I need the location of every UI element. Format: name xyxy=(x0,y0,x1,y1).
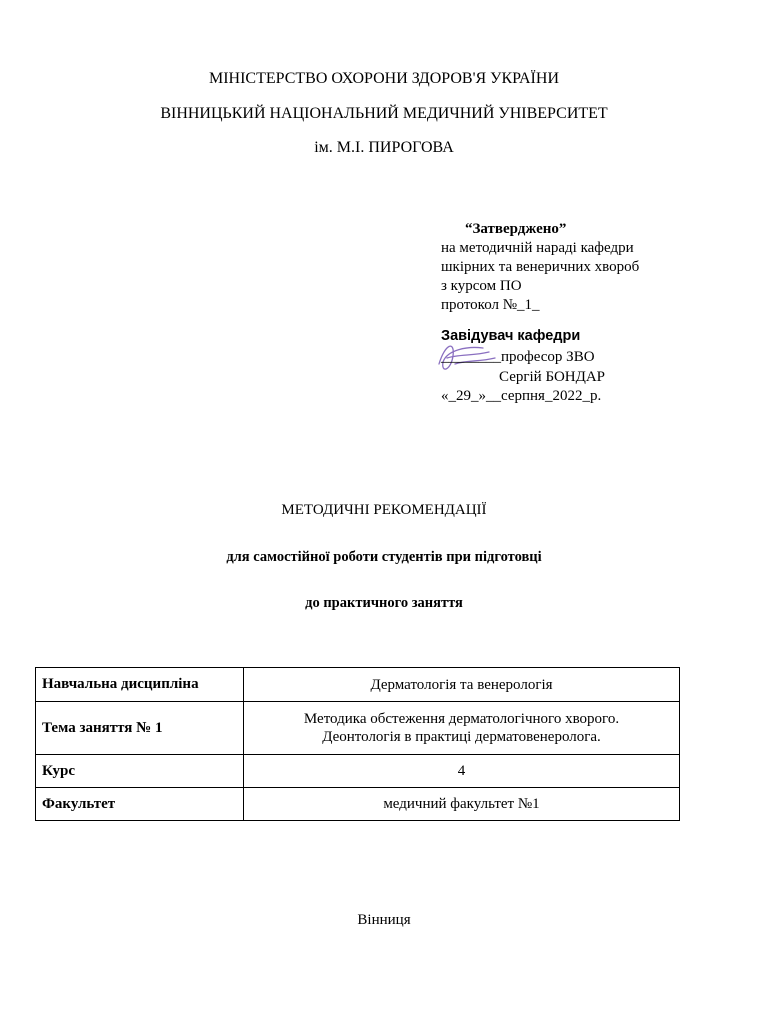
approval-line-3: з курсом ПО xyxy=(441,278,522,294)
table-key-faculty: Факультет xyxy=(36,788,244,821)
table-key-course: Курс xyxy=(36,755,244,788)
approval-block xyxy=(441,220,741,406)
head-name: Сергій БОНДАР xyxy=(499,369,606,385)
table-value-course xyxy=(244,755,680,788)
table-value-discipline xyxy=(244,668,680,702)
university-title: ВІННИЦЬКИЙ НАЦІОНАЛЬНИЙ МЕДИЧНИЙ УНІВЕРСИТЕТ xyxy=(160,105,608,122)
university-named-after: ім. М.І. ПИРОГОВА xyxy=(314,139,454,156)
document-title: МЕТОДИЧНІ РЕКОМЕНДАЦІЇ xyxy=(281,502,487,518)
table-key-topic: Тема заняття № 1 xyxy=(36,702,244,755)
approval-heading: “Затверджено” xyxy=(465,221,567,237)
table-value-topic xyxy=(244,702,680,755)
table-row xyxy=(36,668,680,702)
head-position: ________професор ЗВО xyxy=(441,349,595,365)
table-row xyxy=(36,755,680,788)
course-info-table xyxy=(35,667,680,821)
approval-protocol: протокол №_1_ xyxy=(441,297,540,313)
approval-date: «_29_»__серпня_2022_р. xyxy=(441,388,602,404)
table-row xyxy=(36,702,680,755)
document-subtitle-1: для самостійної роботи студентів при підготовці xyxy=(226,549,542,565)
table-value-line: 4 xyxy=(457,763,466,779)
table-value-line: Методика обстеження дерматологічного хворого. xyxy=(303,711,620,727)
approval-line-1: на методичній нараді кафедри xyxy=(441,240,634,256)
table-key-discipline: Навчальна дисципліна xyxy=(36,668,244,702)
table-value-faculty xyxy=(244,788,680,821)
document-subtitle-2: до практичного заняття xyxy=(305,595,463,611)
table-row xyxy=(36,788,680,821)
table-value-line: Деонтологія в практиці дерматовенеролога. xyxy=(322,729,601,745)
city-name: Вінниця xyxy=(357,912,411,928)
table-value-line: Дерматологія та венерологія xyxy=(370,676,553,693)
ministry-title: МІНІСТЕРСТВО ОХОРОНИ ЗДОРОВ'Я УКРАЇНИ xyxy=(208,70,559,87)
approval-line-2: шкірних та венеричних хвороб xyxy=(441,259,640,275)
head-of-department-label: Завідувач кафедри xyxy=(441,328,581,344)
table-value-line: медичний факультет №1 xyxy=(383,796,540,812)
